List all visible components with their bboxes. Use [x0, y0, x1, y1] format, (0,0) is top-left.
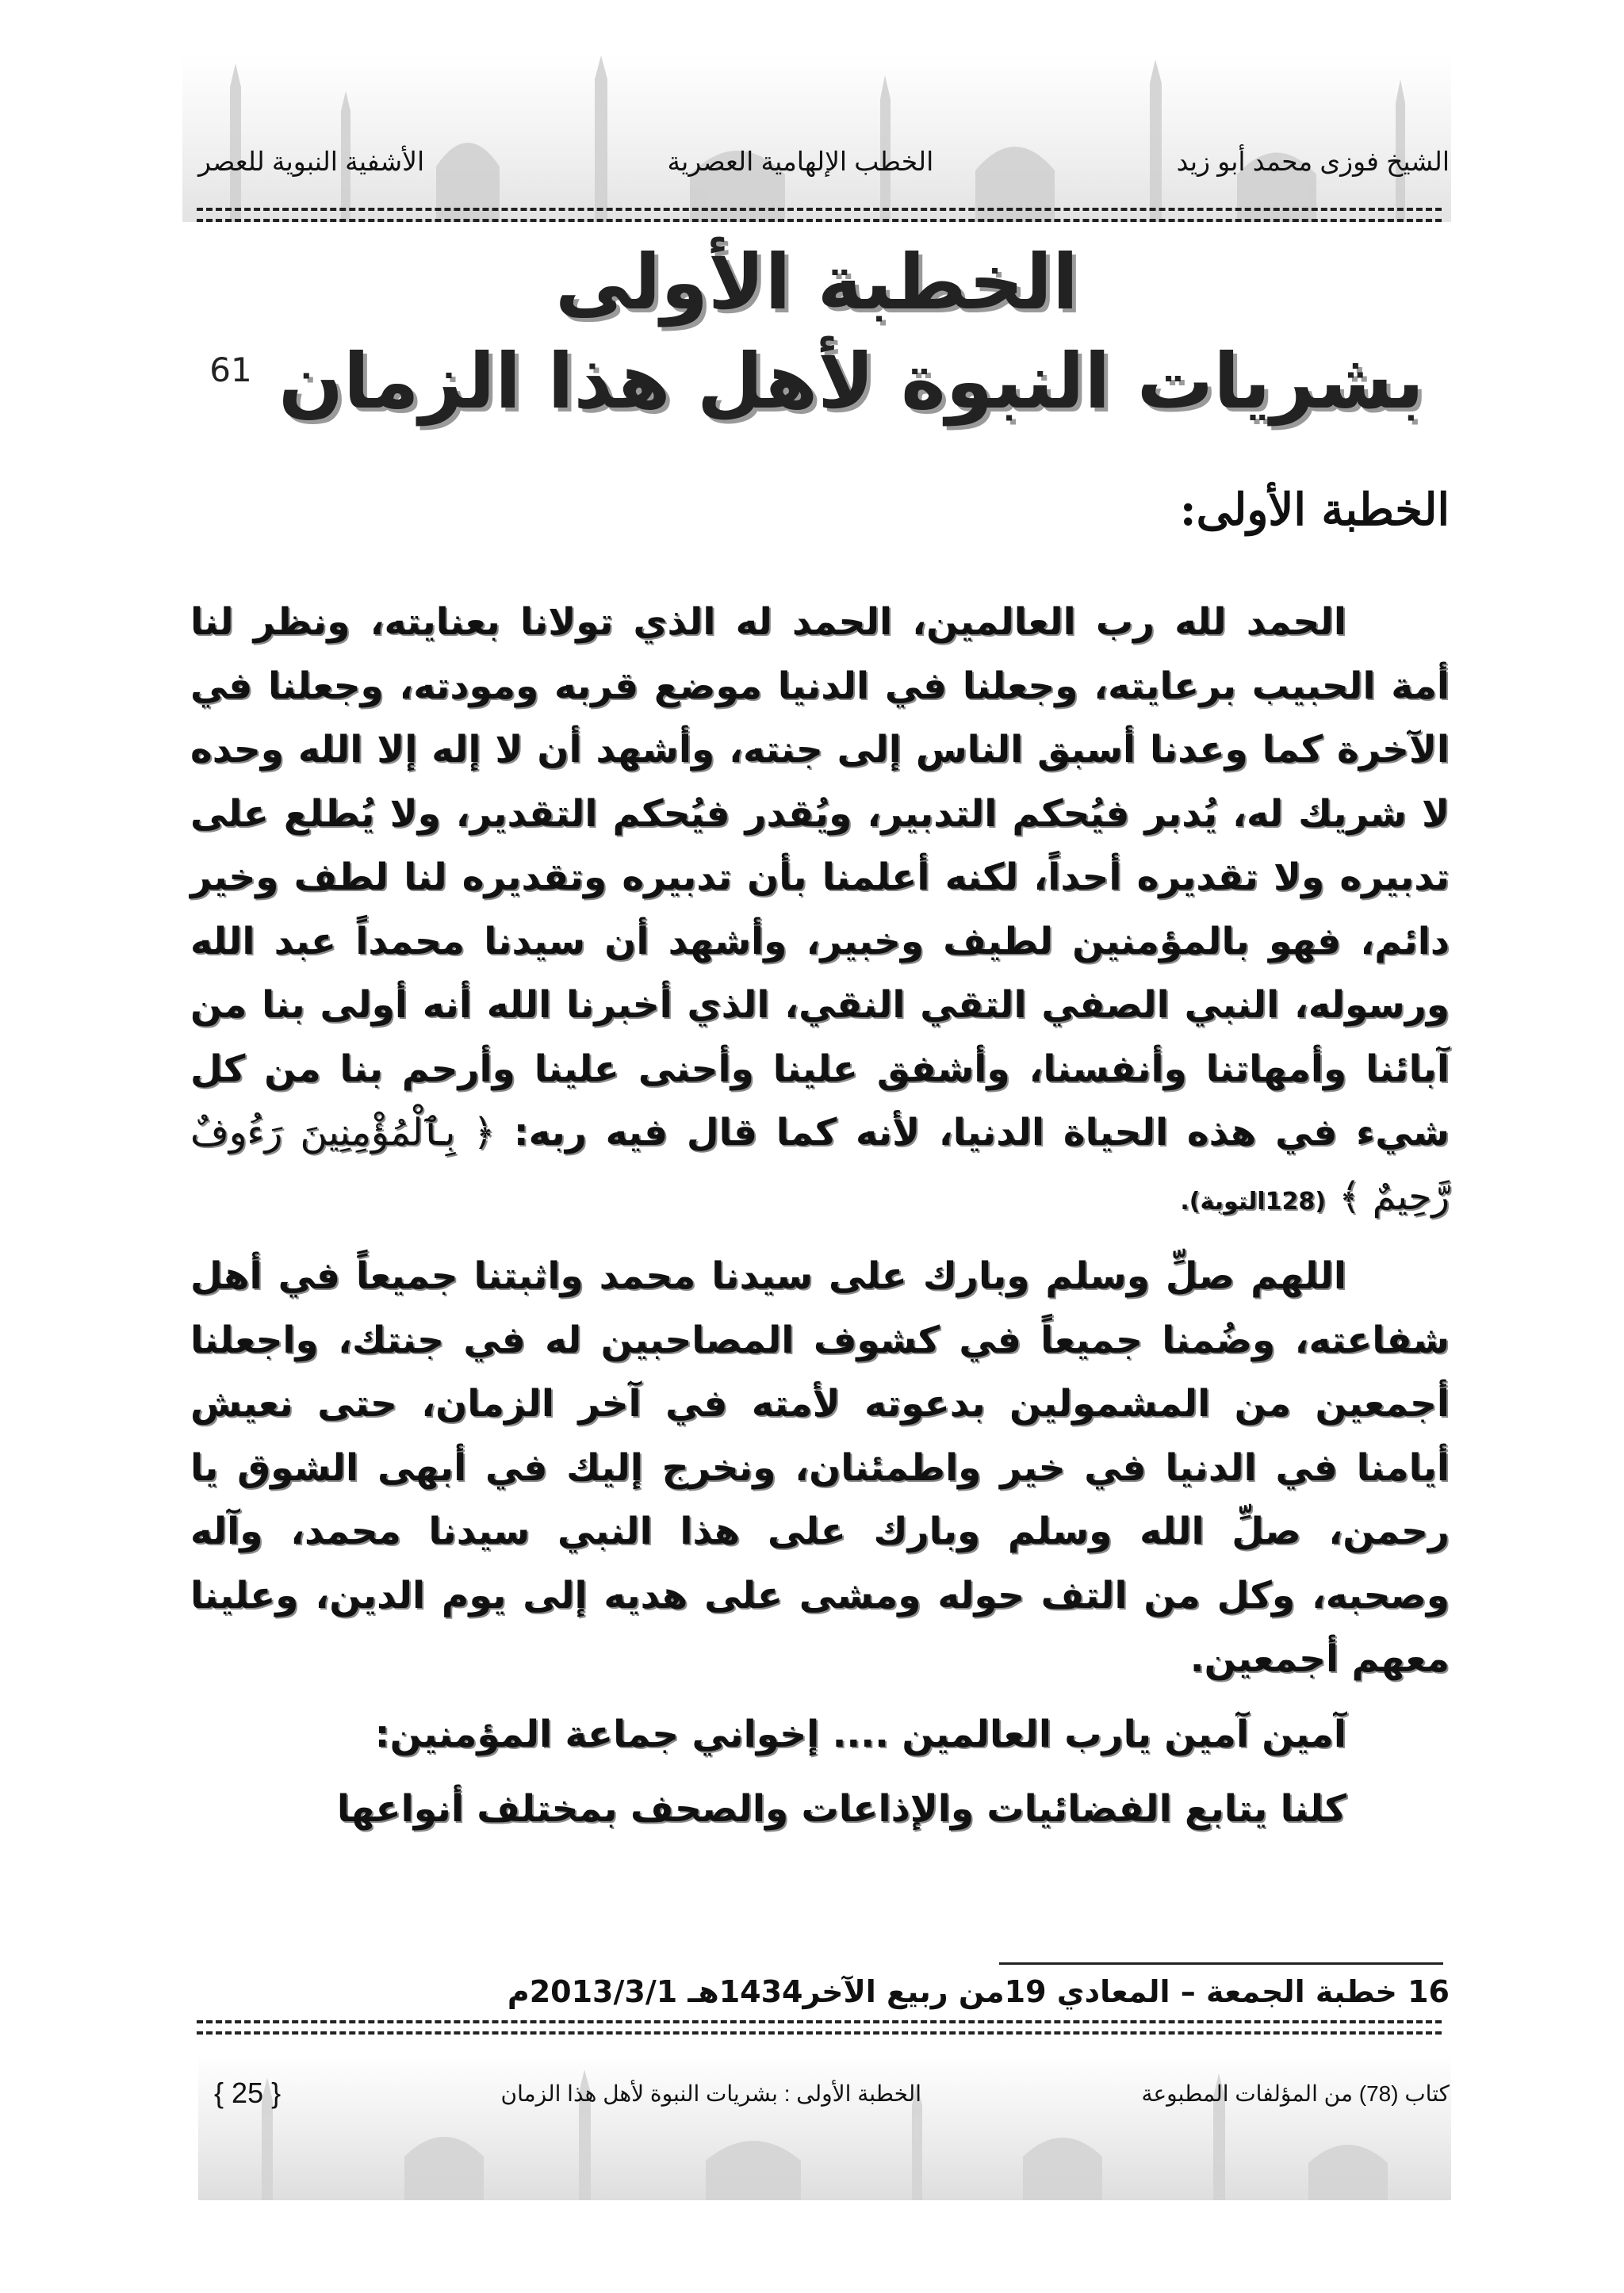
header-author: الشيخ فوزى محمد أبو زيد [1176, 146, 1450, 176]
paragraph-1-text: الحمد لله رب العالمين، الحمد له الذي تولانا بعنايته، ونظر لنا أمة الحبيب برعايته، وجعلنا في الدنيا موضع قربه ومودته، وجعلنا في الآخرة كما وعدنا أسبق الناس إلى جنته، وأشهد أن لا إله إلا الله وحده لا شريك له، يُدبر فيُحكم التدبير، ويُقدر فيُحكم التقدير، ولا يُطلع على تدبيره ولا تقديره أحداً، لكنه أعلمنا بأن تدبيره وتقديره لنا لطف وخير دائم، فهو بالمؤمنين لطيف وخبير، وأشهد أن سيدنا محمداً عبد الله ورسوله، النبي الصفي التقي النقي، الذي أخبرنا الله أنه أولى بنا من آبائنا وأمهاتنا وأنفسنا، وأشفق علينا وأحنى علينا وأرحم بنا من كل شيء في هذه الحياة الدنيا، لأنه كما قال فيه ربه: [190, 600, 1450, 1154]
running-footer [214, 2069, 1450, 2117]
header-series: الخطب الإلهامية العصرية [667, 146, 934, 176]
footer-divider [197, 2020, 1442, 2035]
running-header [198, 133, 1450, 189]
paragraph-3: آمين آمين يارب العالمين .... إخواني جماعة المؤمنين: [374, 1712, 1346, 1756]
quran-verse: ﴿ بِٱلْمُؤْمِنِينَ رَءُوفٌ رَّحِيمٌ ﴾ [190, 1111, 1450, 1219]
header-divider [197, 208, 1442, 222]
footnote: 16 خطبة الجمعة – المعادي 19من ربيع الآخر1434هـ 2013/3/1م [507, 1974, 1450, 2009]
paragraph-1 [190, 591, 1450, 1234]
paragraph-2: اللهم صلِّ وسلم وبارك على سيدنا محمد واثبتنا جميعاً في أهل شفاعته، وضُمنا جميعاً في كشوف المصاحبين له في جنتك، واجعلنا أجمعين من المشمولين بدعوته لأمته في آخر الزمان، حتى نعيش أيامنا في الدنيا في خير واطمئنان، ونخرج إليك في أبهى الشوق يا رحمن، صلِّ الله وسلم وبارك على هذا النبي سيدنا محمد، وآله وصحبه، وكل من التف حوله ومشى على هديه إلى يوم الدين، وعلينا معهم أجمعين. [190, 1254, 1450, 1681]
header-book: الأشفية النبوية للعصر [198, 146, 425, 176]
verse-reference: (128التوبة). [1180, 1187, 1326, 1215]
section-heading: الخطبة الأولى: [1179, 484, 1450, 536]
page-subtitle [182, 337, 1451, 426]
footer-book-number: كتاب (78) من المؤلفات المطبوعة [1141, 2081, 1450, 2106]
paragraph-4: كلنا يتابع الفضائيات والإذاعات والصحف بمختلف أنواعها [336, 1787, 1346, 1831]
sermon-body [190, 591, 1450, 1853]
subtitle-text: بشريات النبوة لأهل هذا الزمان [278, 337, 1424, 426]
page-title: الخطبة الأولى [555, 238, 1078, 327]
page-number: { 25 } [214, 2077, 282, 2109]
footer-section-title: الخطبة الأولى : بشريات النبوة لأهل هذا الزمان [500, 2081, 922, 2106]
footnote-marker: 61 [209, 350, 252, 389]
footnote-rule [999, 1962, 1443, 1965]
